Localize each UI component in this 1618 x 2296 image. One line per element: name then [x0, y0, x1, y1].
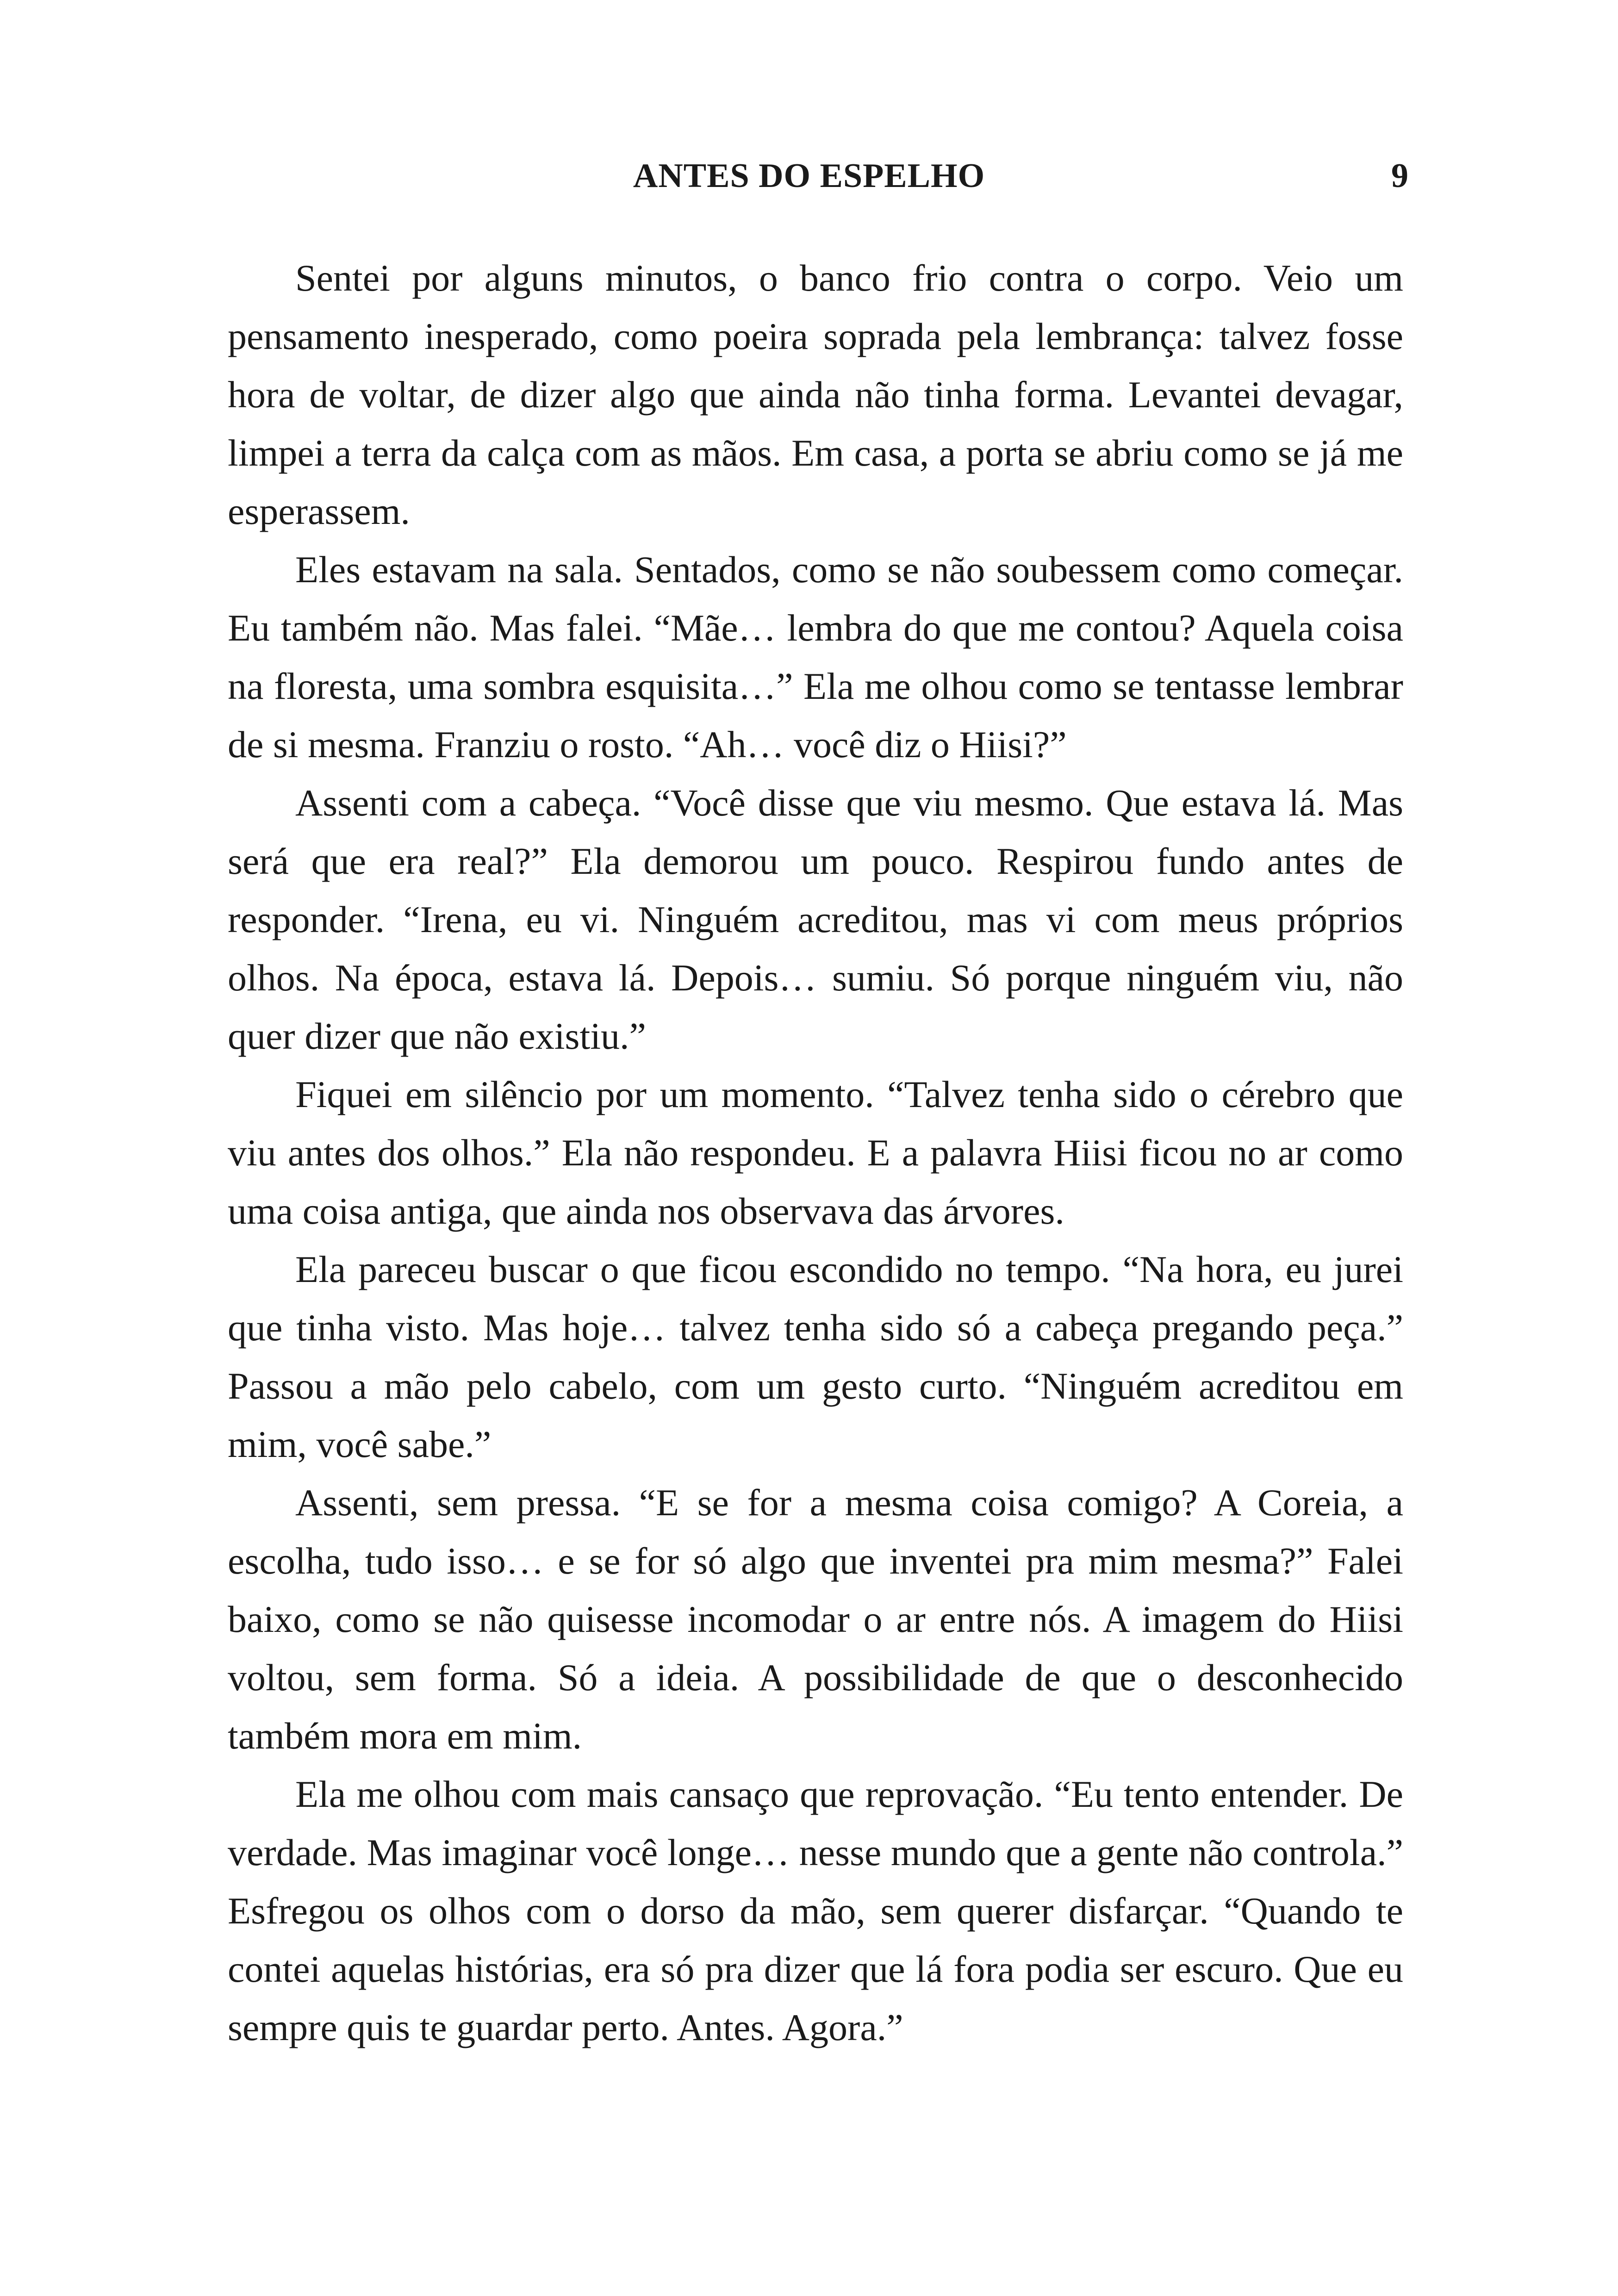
paragraph: Ela me olhou com mais cansaço que reprovação. “Eu tento entender. De verdade. Mas imaginar você longe… nesse mundo que a gente não controla.” Esfregou os olhos com o dorso da mão, sem querer disfarçar. “Quando te contei aquelas histórias, era só pra dizer que lá fora podia ser escuro. Que eu sempre quis te guardar perto. Antes. Agora.”	[228, 1773, 1403, 2048]
running-title: ANTES DO ESPELHO	[633, 157, 985, 195]
page-number: 9	[1391, 157, 1409, 195]
paragraph: Assenti, sem pressa. “E se for a mesma coisa comigo? A Coreia, a escolha, tudo isso… e se for só algo que inventei pra mim mesma?” Falei baixo, como se não quisesse incomodar o ar entre nós. A imagem do Hiisi voltou, sem forma. Só a ideia. A possibilidade de que o desconhecido também mora em mim.	[228, 1481, 1403, 1757]
running-head	[0, 153, 1618, 199]
paragraph: Eles estavam na sala. Sentados, como se não soubessem como começar. Eu também não. Mas falei. “Mãe… lembra do que me contou? Aquela coisa na floresta, uma sombra esquisita…” Ela me olhou como se tentasse lembrar de si mesma. Franziu o rosto. “Ah… você diz o Hiisi?”	[228, 548, 1403, 765]
paragraph: Ela pareceu buscar o que ficou escondido no tempo. “Na hora, eu jurei que tinha visto. Mas hoje… talvez tenha sido só a cabeça pregando peça.” Passou a mão pelo cabelo, com um gesto curto. “Ninguém acreditou em mim, você sabe.”	[228, 1248, 1403, 1465]
body-text	[228, 249, 1403, 2057]
paragraph: Sentei por alguns minutos, o banco frio contra o corpo. Veio um pensamento inesperado, como poeira soprada pela lembrança: talvez fosse hora de voltar, de dizer algo que ainda não tinha forma. Levantei devagar, limpei a terra da calça com as mãos. Em casa, a porta se abriu como se já me esperassem.	[228, 257, 1403, 532]
paragraph: Fiquei em silêncio por um momento. “Talvez tenha sido o cérebro que viu antes dos olhos.” Ela não respondeu. E a palavra Hiisi ficou no ar como uma coisa antiga, que ainda nos observava das árvores.	[228, 1073, 1403, 1232]
paragraph: Assenti com a cabeça. “Você disse que viu mesmo. Que estava lá. Mas será que era real?” Ela demorou um pouco. Respirou fundo antes de responder. “Irena, eu vi. Ninguém acreditou, mas vi com meus próprios olhos. Na época, estava lá. Depois… sumiu. Só porque ninguém viu, não quer dizer que não existiu.”	[228, 782, 1403, 1057]
